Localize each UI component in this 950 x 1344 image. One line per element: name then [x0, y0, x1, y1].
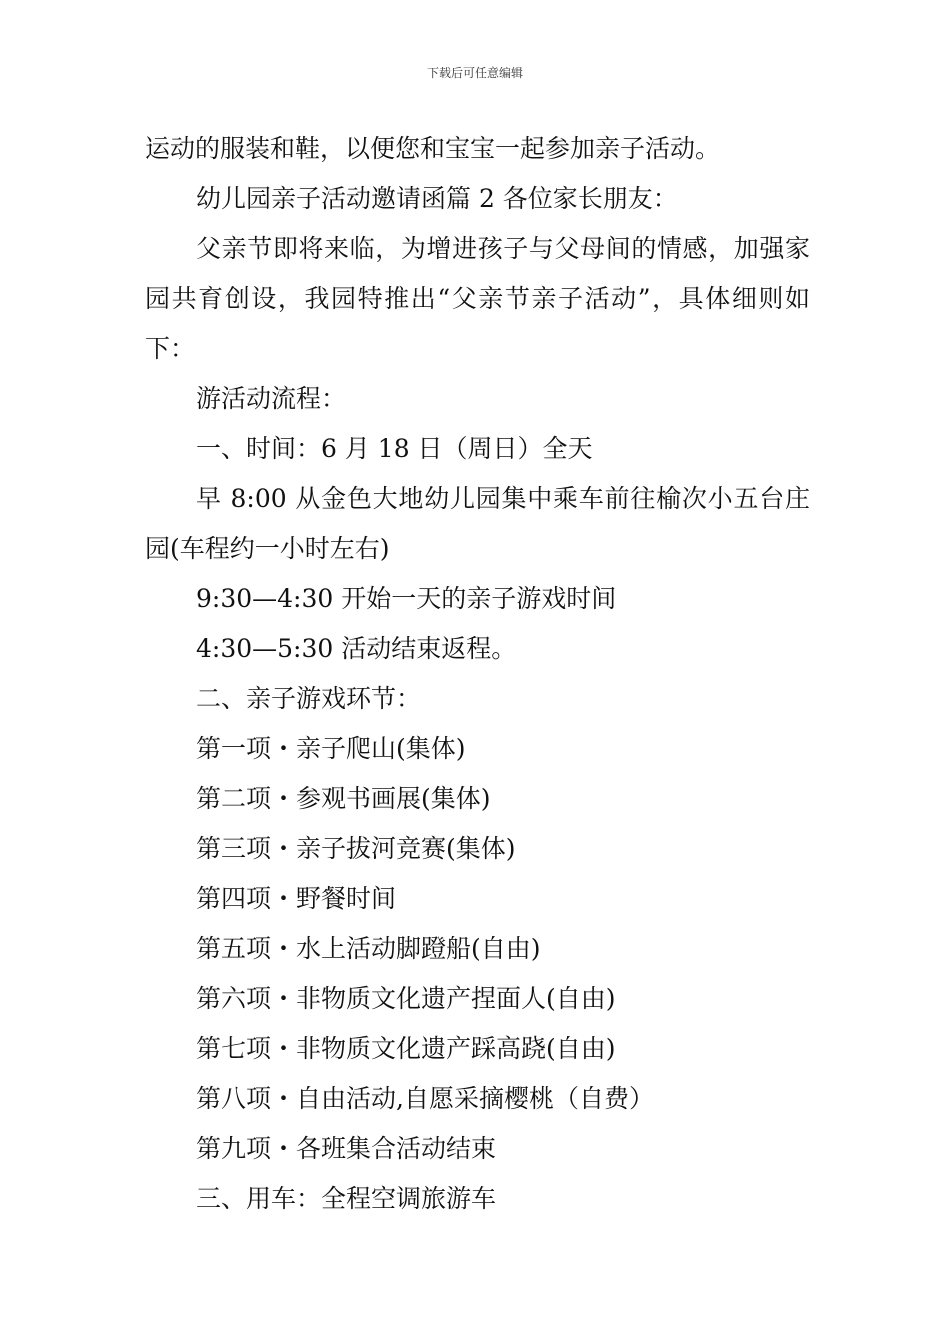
list-item-game-2: 第二项・参观书画展(集体)	[196, 784, 491, 813]
page-header: 下载后可任意编辑	[426, 66, 523, 80]
list-item-game-7: 第七项・非物质文化遗产踩高跷(自由)	[196, 1034, 616, 1063]
document-body	[145, 124, 810, 1224]
paragraph-intro: 父亲节即将来临，为增进孩子与父母间的情感，加强家园共育创设，我园特推出“父亲节亲子活动”，具体细则如下：	[145, 234, 810, 363]
paragraph-flow-heading: 游活动流程：	[196, 384, 347, 413]
list-item-game-8: 第八项・自由活动,自愿采摘樱桃（自费）	[196, 1084, 654, 1113]
paragraph-departure: 早 8:00 从金色大地幼儿园集中乘车前往榆次小五台庄园(车程约一小时左右)	[145, 484, 810, 563]
paragraph-schedule-return: 4:30—5:30 活动结束返程。	[196, 634, 517, 663]
paragraph-transport: 三、用车：全程空调旅游车	[196, 1184, 497, 1213]
list-item-game-5: 第五项・水上活动脚蹬船(自由)	[196, 934, 541, 963]
paragraph-continuation: 运动的服装和鞋，以便您和宝宝一起参加亲子活动。	[145, 134, 721, 163]
list-item-game-6: 第六项・非物质文化遗产捏面人(自由)	[196, 984, 616, 1013]
list-item-game-3: 第三项・亲子拔河竞赛(集体)	[196, 834, 516, 863]
list-item-game-4: 第四项・野餐时间	[196, 884, 397, 913]
paragraph-time: 一、时间：6 月 18 日（周日）全天	[196, 434, 593, 463]
paragraph-games-heading: 二、亲子游戏环节：	[196, 684, 422, 713]
list-item-game-9: 第九项・各班集合活动结束	[196, 1134, 497, 1163]
list-item-game-1: 第一项・亲子爬山(集体)	[196, 734, 466, 763]
paragraph-invitation-heading: 幼儿园亲子活动邀请函篇 2 各位家长朋友：	[196, 184, 678, 213]
paragraph-schedule-games: 9:30—4:30 开始一天的亲子游戏时间	[196, 584, 617, 613]
